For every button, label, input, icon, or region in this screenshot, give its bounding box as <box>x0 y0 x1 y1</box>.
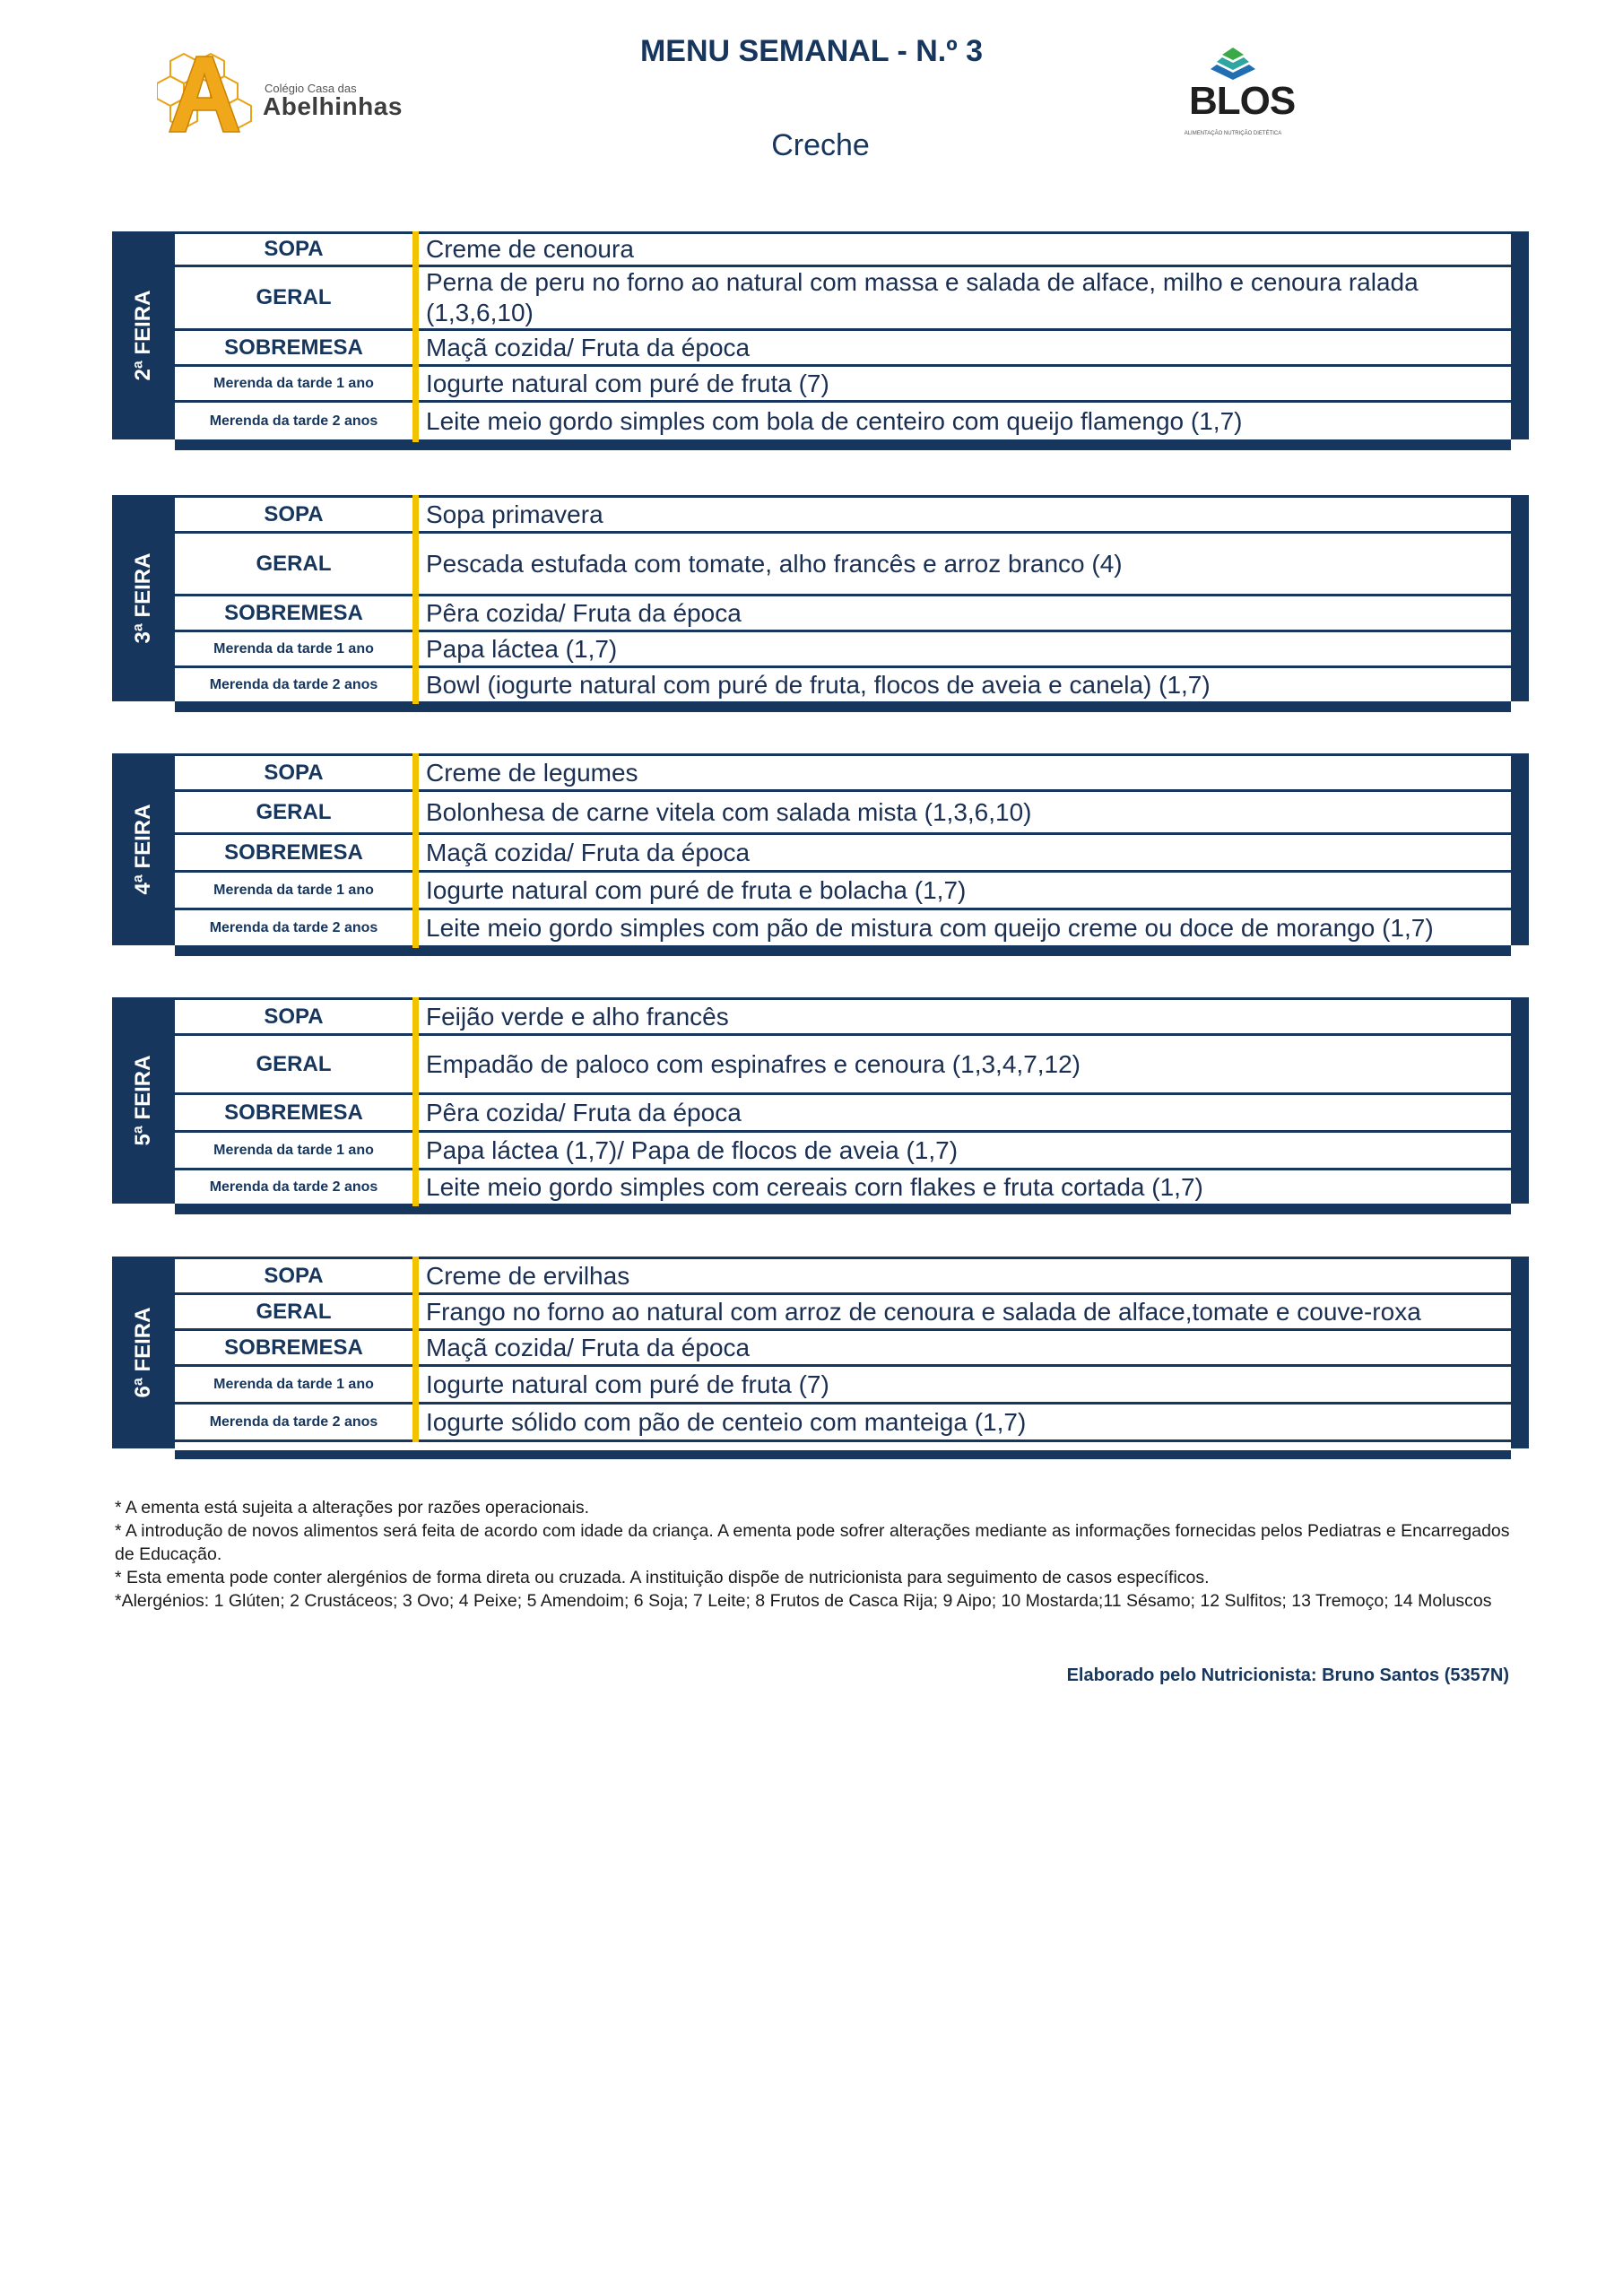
category-label: Merenda da tarde 2 anos <box>175 1404 416 1441</box>
menu-item: Papa láctea (1,7)/ Papa de flocos de aveia (1,7) <box>416 1132 1512 1170</box>
menu-item: Iogurte natural com puré de fruta (7) <box>416 1366 1512 1404</box>
footnote: * A introdução de novos alimentos será feita de acordo com idade da criança. A ementa pode sofrer alterações mediante as informações fornecidas pelos Pediatras e Encarregados de Educação. <box>115 1521 1510 1564</box>
category-label: Merenda da tarde 2 anos <box>175 1170 416 1205</box>
category-label: Merenda da tarde 1 ano <box>175 631 416 667</box>
menu-item: Creme de legumes <box>416 755 1512 791</box>
category-label: Merenda da tarde 1 ano <box>175 1366 416 1404</box>
day-block-wednesday <box>112 753 1529 945</box>
table-row <box>175 1094 1511 1132</box>
day-sidebar <box>112 1257 175 1448</box>
category-label: SOBREMESA <box>175 596 416 631</box>
table-row <box>175 999 1511 1035</box>
day-block-monday <box>112 231 1529 439</box>
right-border <box>1511 495 1529 701</box>
menu-item: Frango no forno ao natural com arroz de cenoura e salada de alface,tomate e couve-roxa <box>416 1294 1512 1330</box>
category-label: SOBREMESA <box>175 834 416 872</box>
category-label: Merenda da tarde 2 anos <box>175 667 416 703</box>
menu-item: Bolonhesa de carne vitela com salada mista (1,3,6,10) <box>416 791 1512 834</box>
page-title: MENU SEMANAL - N.º 3 <box>639 34 984 68</box>
footnotes <box>115 1496 1523 1613</box>
bottom-border <box>175 1205 1511 1214</box>
category-label: SOPA <box>175 497 416 533</box>
day-block-friday <box>112 1257 1529 1448</box>
day-sidebar <box>112 753 175 945</box>
category-label: Merenda da tarde 1 ano <box>175 1132 416 1170</box>
table-row <box>175 533 1511 596</box>
school-logo <box>157 49 408 139</box>
table-row <box>175 872 1511 909</box>
menu-item: Pêra cozida/ Fruta da época <box>416 596 1512 631</box>
footnote: *Alergénios: 1 Glúten; 2 Crustáceos; 3 Ovo; 4 Peixe; 5 Amendoim; 6 Soja; 7 Leite; 8 Frutos de Casca Rija; 9 Aipo; 10 Mostarda;11 Sésamo; 12 Sulfitos; 13 Tremoço; 14 Moluscos <box>115 1591 1492 1611</box>
blos-logo-tagline: ALIMENTAÇÃO NUTRIÇÃO DIETÉTICA <box>1184 131 1282 136</box>
category-label: SOPA <box>175 233 416 266</box>
category-label: GERAL <box>175 791 416 834</box>
menu-table <box>175 231 1511 442</box>
day-block-thursday <box>112 997 1529 1204</box>
menu-item: Pêra cozida/ Fruta da época <box>416 1094 1512 1132</box>
category-label: Merenda da tarde 1 ano <box>175 366 416 402</box>
category-label: Merenda da tarde 2 anos <box>175 909 416 947</box>
category-label: SOBREMESA <box>175 1330 416 1366</box>
menu-item: Maçã cozida/ Fruta da época <box>416 330 1512 366</box>
day-label: 4ª FEIRA <box>131 804 155 895</box>
menu-item: Iogurte sólido com pão de centeio com manteiga (1,7) <box>416 1404 1512 1441</box>
table-row <box>175 402 1511 441</box>
menu-item: Maçã cozida/ Fruta da época <box>416 834 1512 872</box>
menu-item: Iogurte natural com puré de fruta (7) <box>416 366 1512 402</box>
menu-item: Leite meio gordo simples com pão de mistura com queijo creme ou doce de morango (1,7) <box>416 909 1512 947</box>
day-label: 2ª FEIRA <box>131 290 155 381</box>
nutritionist-credit: Elaborado pelo Nutricionista: Bruno Santos (5357N) <box>1066 1665 1509 1685</box>
table-row <box>175 366 1511 402</box>
category-label: Merenda da tarde 2 anos <box>175 402 416 441</box>
category-label: SOBREMESA <box>175 330 416 366</box>
day-block-tuesday <box>112 495 1529 701</box>
table-row <box>175 233 1511 266</box>
table-row <box>175 266 1511 330</box>
table-row <box>175 631 1511 667</box>
table-row <box>175 596 1511 631</box>
right-border <box>1511 1257 1529 1448</box>
bottom-border <box>175 703 1511 712</box>
table-row <box>175 755 1511 791</box>
table-row <box>175 1404 1511 1441</box>
menu-table <box>175 495 1511 704</box>
table-row <box>175 1258 1511 1294</box>
table-row <box>175 791 1511 834</box>
table-row <box>175 1035 1511 1094</box>
right-border <box>1511 997 1529 1204</box>
right-border <box>1511 231 1529 439</box>
menu-item: Iogurte natural com puré de fruta e bolacha (1,7) <box>416 872 1512 909</box>
table-row <box>175 1330 1511 1366</box>
table-row <box>175 330 1511 366</box>
menu-item: Empadão de paloco com espinafres e cenoura (1,3,4,7,12) <box>416 1035 1512 1094</box>
day-label: 3ª FEIRA <box>131 552 155 644</box>
menu-item: Maçã cozida/ Fruta da época <box>416 1330 1512 1366</box>
table-row <box>175 1366 1511 1404</box>
honeycomb-logo-icon <box>157 49 263 139</box>
table-row <box>175 1170 1511 1205</box>
blos-logo-word: BLOS <box>1189 79 1296 123</box>
school-logo-name: Abelhinhas <box>263 92 403 120</box>
category-label: SOBREMESA <box>175 1094 416 1132</box>
menu-item: Leite meio gordo simples com cereais corn flakes e fruta cortada (1,7) <box>416 1170 1512 1205</box>
category-label: GERAL <box>175 1035 416 1094</box>
table-row <box>175 834 1511 872</box>
category-label: SOPA <box>175 1258 416 1294</box>
day-sidebar <box>112 231 175 439</box>
school-logo-small-text: Colégio Casa das <box>265 82 357 95</box>
bottom-border <box>175 947 1511 956</box>
category-label: SOPA <box>175 755 416 791</box>
table-row <box>175 1294 1511 1330</box>
table-row <box>175 497 1511 533</box>
category-label: GERAL <box>175 266 416 330</box>
right-border <box>1511 753 1529 945</box>
table-row <box>175 909 1511 947</box>
day-label: 5ª FEIRA <box>131 1055 155 1146</box>
menu-item: Bowl (iogurte natural com puré de fruta, flocos de aveia e canela) (1,7) <box>416 667 1512 703</box>
category-label: Merenda da tarde 1 ano <box>175 872 416 909</box>
table-row <box>175 1132 1511 1170</box>
menu-item: Sopa primavera <box>416 497 1512 533</box>
menu-item: Papa láctea (1,7) <box>416 631 1512 667</box>
menu-table <box>175 753 1511 948</box>
footnote: * Esta ementa pode conter alergénios de forma direta ou cruzada. A instituição dispõe de nutricionista para seguimento de casos específicos. <box>115 1568 1210 1587</box>
menu-item: Creme de ervilhas <box>416 1258 1512 1294</box>
table-row <box>175 667 1511 703</box>
category-label: GERAL <box>175 1294 416 1330</box>
menu-table <box>175 1257 1511 1442</box>
menu-item: Creme de cenoura <box>416 233 1512 266</box>
footnote: * A ementa está sujeita a alterações por razões operacionais. <box>115 1498 589 1518</box>
menu-item: Perna de peru no forno ao natural com massa e salada de alface, milho e cenoura ralada (1,3,6,10) <box>416 266 1512 330</box>
day-sidebar <box>112 495 175 701</box>
bottom-border <box>175 441 1511 450</box>
pyramid-logo-icon <box>1184 45 1282 81</box>
blos-logo <box>1184 45 1296 157</box>
category-label: GERAL <box>175 533 416 596</box>
menu-item: Leite meio gordo simples com bola de centeiro com queijo flamengo (1,7) <box>416 402 1512 441</box>
category-label: SOPA <box>175 999 416 1035</box>
page-subtitle: Creche <box>771 128 870 162</box>
bottom-border <box>175 1450 1511 1459</box>
menu-item: Pescada estufada com tomate, alho francês e arroz branco (4) <box>416 533 1512 596</box>
menu-item: Feijão verde e alho francês <box>416 999 1512 1035</box>
menu-table <box>175 997 1511 1206</box>
day-sidebar <box>112 997 175 1204</box>
day-label: 6ª FEIRA <box>131 1307 155 1398</box>
